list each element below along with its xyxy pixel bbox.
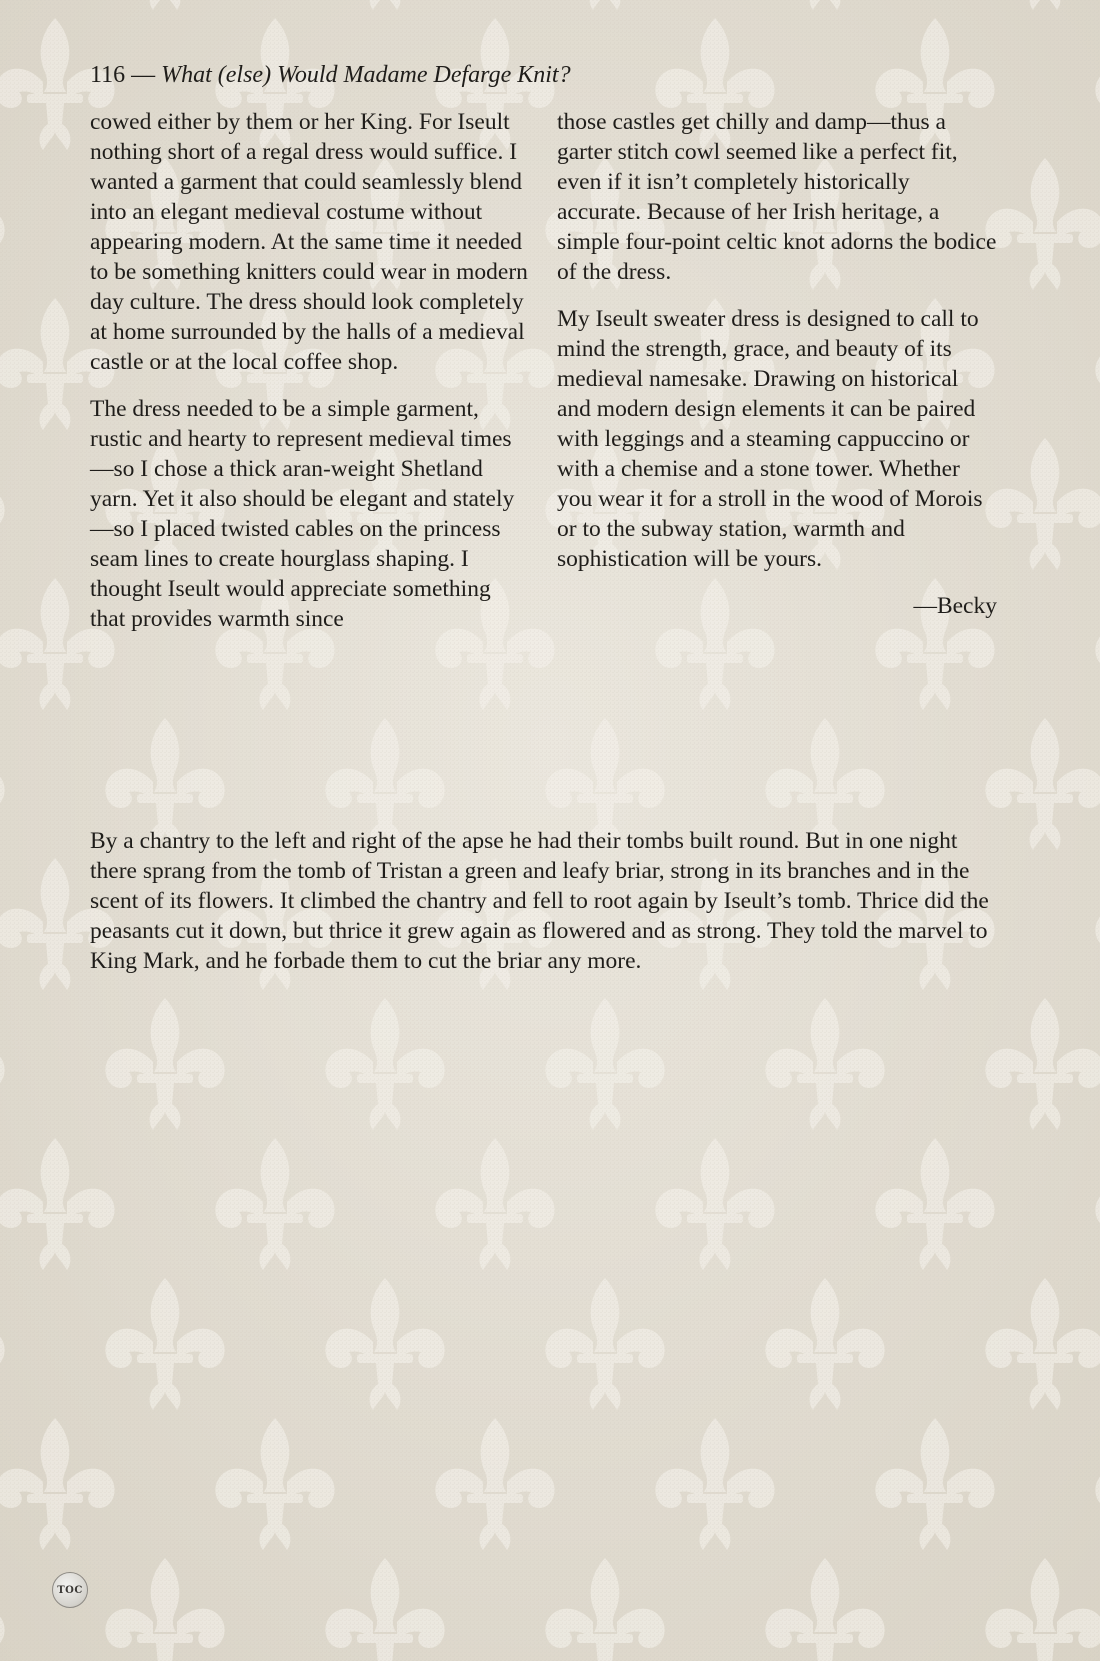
right-column [557,107,997,638]
paragraph: cowed either by them or her King. For Iseult nothing short of a regal dress would suffice. I wanted a garment that could seamlessly blend into an elegant medieval costume without appearing modern. At the same time it needed to be something knitters could wear in modern day culture. The dress should look completely at home surrounded by the halls of a medieval castle or at the local coffee shop. [90,109,528,375]
header-separator: — [125,62,162,88]
author-signature: —Becky [913,593,997,619]
paragraph: The dress needed to be a simple garment, rustic and hearty to represent medieval times—so I chose a thick aran-weight Shetland yarn. Yet it also should be elegant and stately—so I placed twisted cables on the princess seam lines to create hourglass shaping. I thought Iseult would appreciate something that provides warmth since [90,396,515,632]
quote-paragraph: By a chantry to the left and right of the apse he had their tombs built round. But in one night there sprang from the tomb of Tristan a green and leafy briar, strong in its branches and in the scent of its flowers. It climbed the chantry and fell to root again by Iseult’s tomb. Thrice did the peasants cut it down, but thrice it grew again as flowered and as strong. They told the marvel to King Mark, and he forbade them to cut the briar any more. [90,828,989,974]
book-title: What (else) Would Madame Defarge Knit? [161,62,571,88]
paragraph: My Iseult sweater dress is designed to call to mind the strength, grace, and beauty of its medieval namesake. Drawing on historical and modern design elements it can be paired with leggings and a steaming cappuccino or with a chemise and a stone tower. Whether you wear it for a stroll in the wood of Morois or to the subway station, warmth and sophistication will be yours. [557,306,983,572]
page-number: 116 [90,62,126,88]
toc-button[interactable] [52,1572,88,1608]
paragraph: those castles get chilly and damp—thus a garter stitch cowl seemed like a perfect fit, even if it isn’t completely historically accurate. Because of her Irish heritage, a simple four-point celtic knot adorns the bodice of the dress. [557,109,997,285]
left-column [90,107,530,651]
toc-icon: TOC [57,1584,83,1596]
running-header [90,60,571,90]
